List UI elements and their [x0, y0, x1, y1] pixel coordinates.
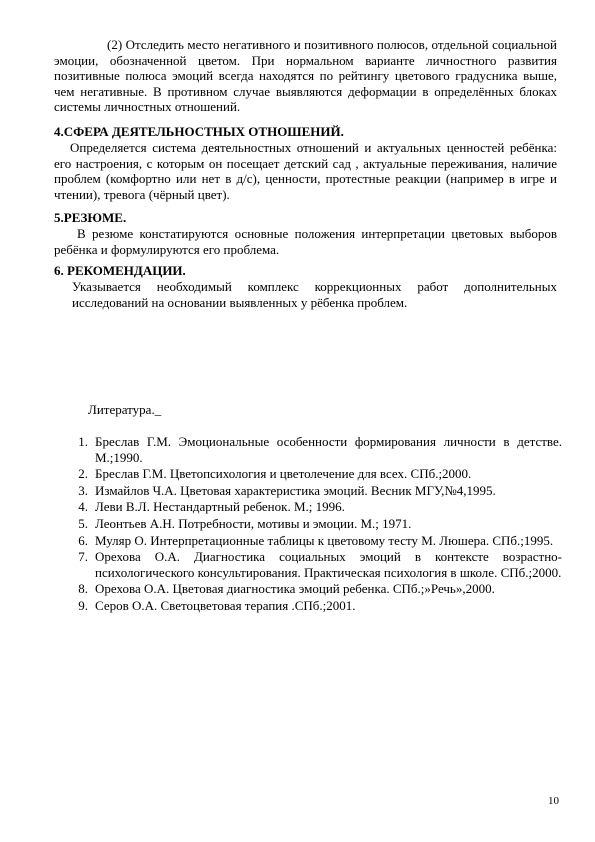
list-item-text: Бреслав Г.М. Эмоциональные особенности формирования личности в детстве. М.;1990. — [95, 434, 562, 465]
list-item-number: 9. — [78, 597, 88, 613]
list-item — [62, 598, 562, 614]
list-item — [62, 516, 562, 532]
section5-paragraph: В резюме констатируются основные положения интерпретации цветовых выборов ребёнка и формулируются его проблема. — [54, 226, 557, 257]
list-item-number: 8. — [78, 581, 88, 597]
list-item-number: 1. — [78, 434, 88, 449]
section6-heading: 6. РЕКОМЕНДАЦИИ. — [54, 263, 186, 278]
list-item-text: Бреслав Г.М. Цветопсихология и цветолечение для всех. СПб.;2000. — [95, 466, 472, 482]
list-item-number: 7. — [78, 549, 88, 565]
section6-paragraph: Указывается необходимый комплекс коррекционных работ дополнительных исследований на основании выявленных у рёбенка проблем. — [72, 279, 557, 310]
list-item-number: 3. — [78, 482, 88, 498]
list-item-number: 5. — [78, 515, 88, 531]
list-item-text: Леонтьев А.Н. Потребности, мотивы и эмоции. М.; 1971. — [95, 515, 412, 531]
list-item — [62, 499, 562, 515]
list-item-text: Орехова О.А. Диагностика социальных эмоций в контексте возрастно-психологического консультирования. Практическая психология в школе. СПб.;2000. — [95, 549, 562, 580]
section4-heading: 4.СФЕРА ДЕЯТЕЛЬНОСТНЫХ ОТНОШЕНИЙ. — [54, 124, 344, 139]
literature-list — [62, 434, 562, 615]
section4-paragraph: Определяется система деятельностных отношений и актуальных ценностей ребёнка: его настроения, с которым он посещает детский сад , актуальные переживания, наличие проблем (комфортно или нет в д/с), ценности, протестные реакции (например в игре и чтении), тревога (чёрный цвет). — [54, 140, 557, 202]
page-number: 10 — [548, 795, 559, 807]
list-item-number: 4. — [78, 499, 88, 515]
literature-title: Литература._ — [88, 402, 162, 417]
list-item-text: Муляр О. Интерпретационные таблицы к цветовому тесту М. Люшера. СПб.;1995. — [95, 532, 554, 548]
list-item — [62, 533, 562, 549]
list-item-text: Орехова О.А. Цветовая диагностика эмоций ребенка. СПб.;»Речь»,2000. — [95, 581, 495, 597]
section5-heading: 5.РЕЗЮМЕ. — [54, 210, 127, 225]
list-item — [62, 549, 562, 580]
list-item — [62, 434, 562, 465]
section2-paragraph: (2) Отследить место негативного и позитивного полюсов, отдельной социальной эмоции, обозначенной цветом. При нормальном варианте личностного развития позитивные полюса эмоций всегда находятся по рейтингу цветового градусника выше, чем негативные. В противном случае выявляются деформации в определённых блоках системы личностных отношений. — [54, 37, 557, 115]
list-item-text: Серов О.А. Светоцветовая терапия .СПб.;2001. — [95, 597, 356, 613]
list-item-text: Измайлов Ч.А. Цветовая характеристика эмоций. Весник МГУ,№4,1995. — [95, 482, 496, 498]
list-item — [62, 581, 562, 597]
list-item — [62, 483, 562, 499]
list-item — [62, 466, 562, 482]
list-item-number: 6. — [78, 532, 88, 548]
list-item-text: Леви В.Л. Нестандартный ребенок. М.; 1996. — [95, 499, 345, 515]
list-item-number: 2. — [78, 466, 88, 482]
